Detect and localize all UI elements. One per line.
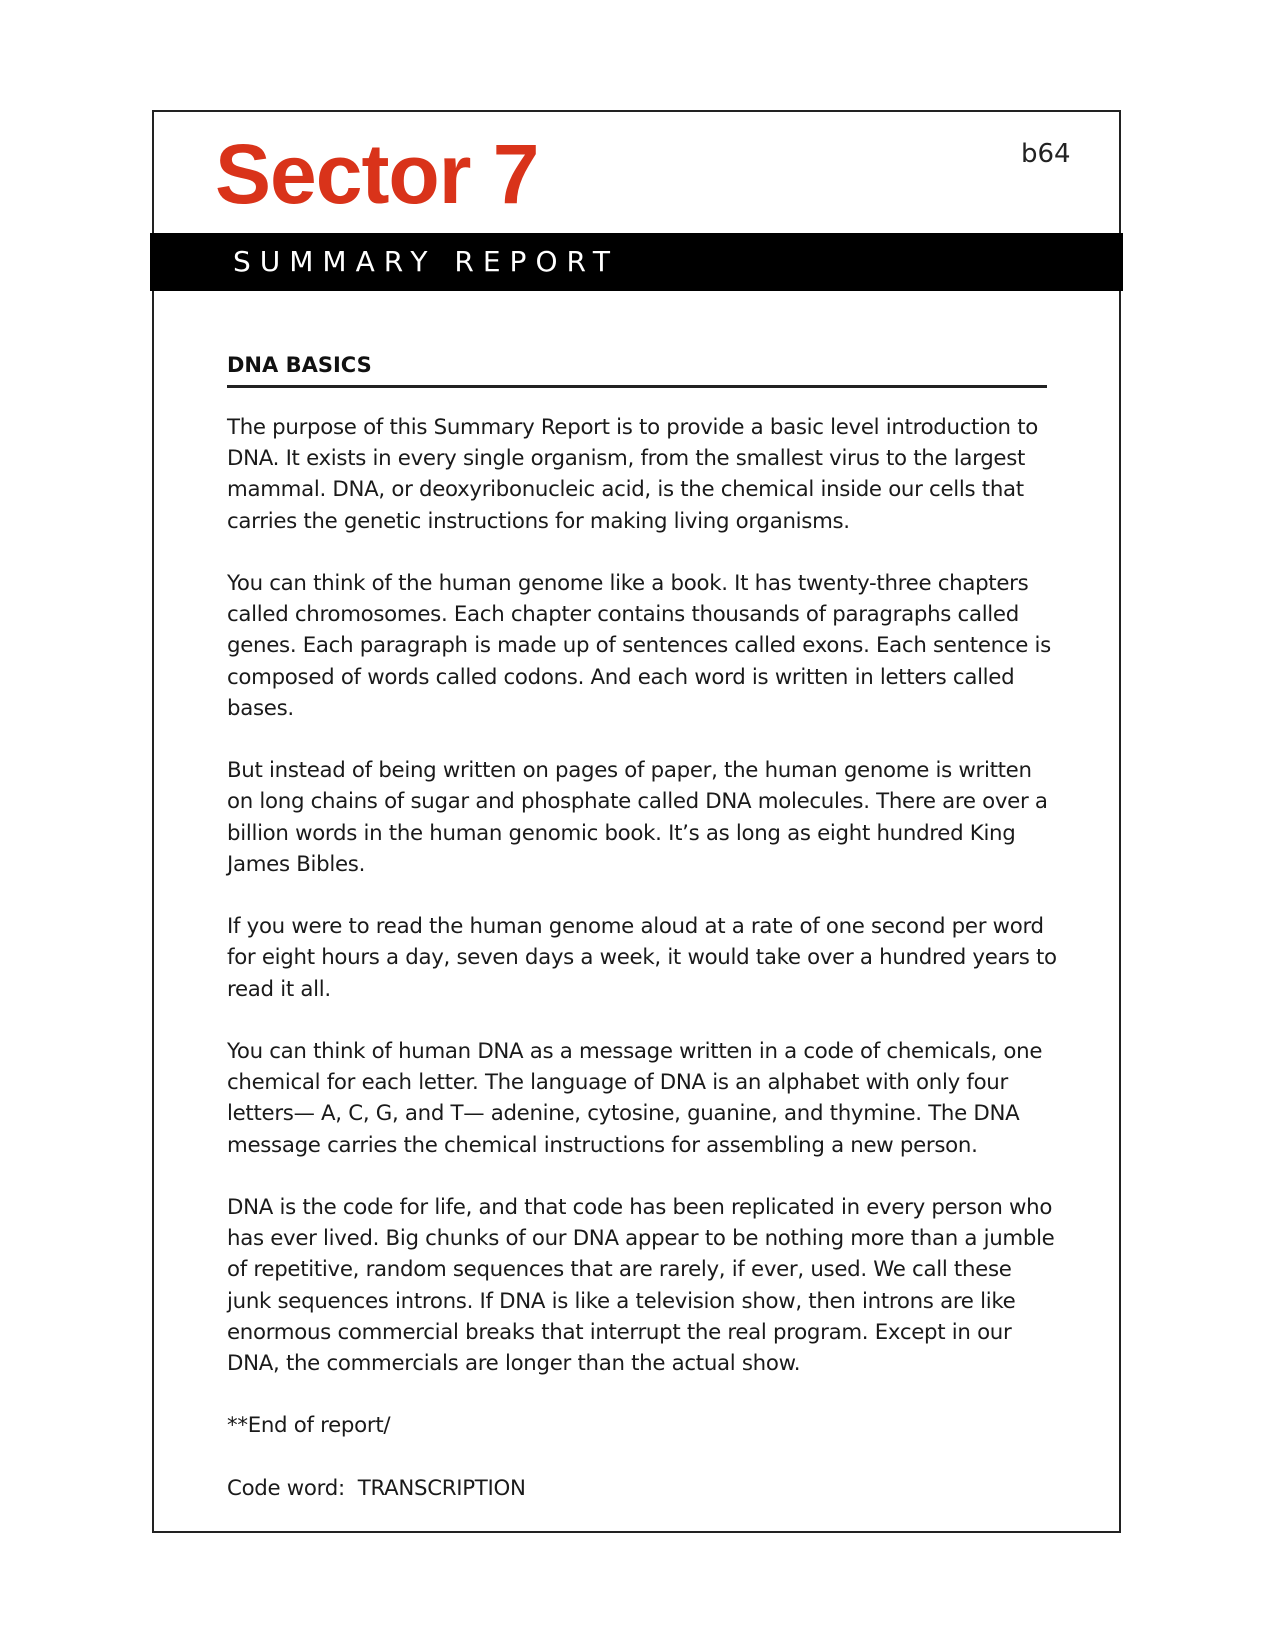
paragraph-purpose: The purpose of this Summary Report is to provide a basic level introduction to DNA. It exists in every single organism, from the smallest virus to the largest mammal. DNA, or deoxyribonucleic acid, is the chemical inside our cells that carries the genetic instructions for making living organisms.: [227, 415, 1038, 534]
paragraph-reading-time: If you were to read the human genome aloud at a rate of one second per word for eight hours a day, seven days a week, it would take over a hundred years to read it all.: [227, 914, 1057, 1002]
section-divider: [227, 385, 1047, 388]
sector-title: Sector 7: [215, 127, 539, 221]
paragraph-genome-book: You can think of the human genome like a book. It has twenty-three chapters called chromosomes. Each chapter contains thousands of paragraphs called genes. Each paragraph is made up of sentences called exons. Each sentence is composed of words called codons. And each word is written in letters called bases.: [227, 571, 1051, 721]
banner-label: SUMMARY REPORT: [233, 245, 619, 278]
code-word-line: Code word: TRANSCRIPTION: [227, 1475, 526, 1501]
section-heading: DNA BASICS: [227, 353, 372, 377]
document-code: b64: [1021, 139, 1071, 169]
paragraph-introns: DNA is the code for life, and that code has been replicated in every person who has ever lived. Big chunks of our DNA appear to be nothing more than a jumble of repetitive, random sequences that are rarely, if ever, used. We call these junk sequences introns. If DNA is like a television show, then introns are like enormous commercial breaks that interrupt the real program. Except in our DNA, the commercials are longer than the actual show.: [227, 1195, 1055, 1377]
paragraph-dna-molecules: But instead of being written on pages of paper, the human genome is written on long chains of sugar and phosphate called DNA molecules. There are over a billion words in the human genomic book. It’s as long as eight hundred King James Bibles.: [227, 758, 1048, 877]
summary-report-banner: [150, 233, 1123, 291]
report-body: [227, 412, 1057, 1504]
paragraph-chemical-code: You can think of human DNA as a message written in a code of chemicals, one chemical for each letter. The language of DNA is an alphabet with only four letters— A, C, G, and T— adenine, cytosine, guanine, and thymine. The DNA message carries the chemical instructions for assembling a new person.: [227, 1039, 1043, 1158]
end-of-report-note: **End of report/: [227, 1413, 391, 1439]
